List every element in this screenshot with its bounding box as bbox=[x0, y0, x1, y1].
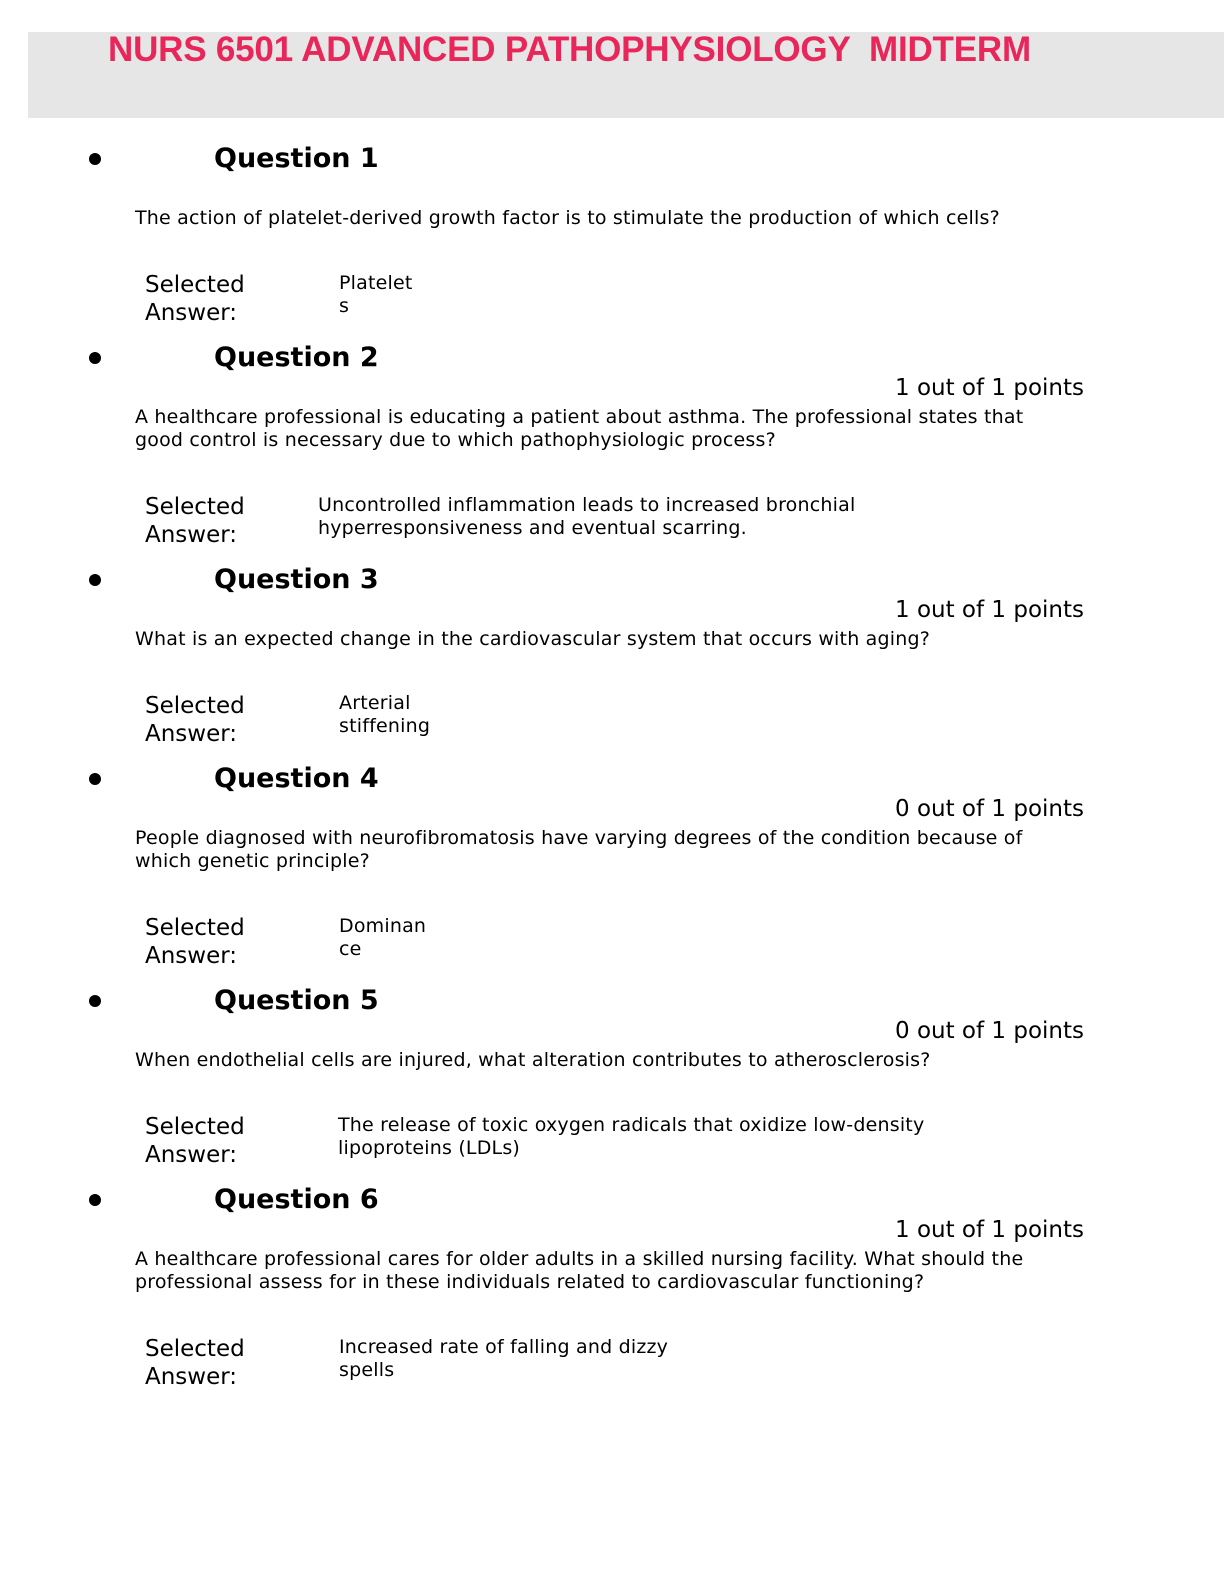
selected-answer-label: Selected Answer: bbox=[145, 1114, 245, 1168]
question-text: The action of platelet-derived growth factor is to stimulate the production of which cells? bbox=[135, 207, 1000, 229]
selected-answer: Platelets bbox=[339, 272, 413, 317]
question-heading: Question 2 bbox=[214, 342, 379, 373]
question-heading: Question 6 bbox=[214, 1184, 379, 1215]
selected-answer: The release of toxic oxygen radicals that oxidize low-density lipoproteins (LDLs) bbox=[338, 1114, 925, 1159]
selected-answer: Dominance bbox=[339, 915, 427, 960]
selected-answer-label: Selected Answer: bbox=[145, 494, 245, 548]
selected-answer-label: Selected Answer: bbox=[145, 272, 245, 326]
question-text: A healthcare professional cares for older adults in a skilled nursing facility. What should the professional assess for in these individuals related to cardiovascular functioning? bbox=[135, 1248, 1024, 1293]
bullet-icon bbox=[89, 773, 101, 785]
bullet-icon bbox=[89, 1194, 101, 1206]
question-text: People diagnosed with neurofibromatosis have varying degrees of the condition because of which genetic principle? bbox=[135, 827, 1023, 872]
points-score: 1 out of 1 points bbox=[895, 597, 1084, 623]
bullet-icon bbox=[89, 352, 101, 364]
bullet-icon bbox=[89, 574, 101, 586]
question-text: A healthcare professional is educating a patient about asthma. The professional states that good control is necessary due to which pathophysiologic process? bbox=[135, 406, 1024, 451]
points-score: 1 out of 1 points bbox=[895, 1217, 1084, 1243]
bullet-icon bbox=[89, 995, 101, 1007]
points-score: 0 out of 1 points bbox=[895, 1018, 1084, 1044]
selected-answer-label: Selected Answer: bbox=[145, 1336, 245, 1390]
selected-answer: Increased rate of falling and dizzy spells bbox=[339, 1336, 669, 1381]
bullet-icon bbox=[89, 153, 101, 165]
points-score: 0 out of 1 points bbox=[895, 796, 1084, 822]
question-heading: Question 3 bbox=[214, 564, 379, 595]
selected-answer-label: Selected Answer: bbox=[145, 915, 245, 969]
document-title: NURS 6501 ADVANCED PATHOPHYSIOLOGY MIDTERM bbox=[108, 30, 1031, 69]
question-heading: Question 4 bbox=[214, 763, 379, 794]
selected-answer-label: Selected Answer: bbox=[145, 693, 245, 747]
selected-answer: Arterial stiffening bbox=[339, 692, 431, 737]
question-heading: Question 1 bbox=[214, 143, 379, 174]
question-text: When endothelial cells are injured, what alteration contributes to atherosclerosis? bbox=[135, 1049, 931, 1071]
selected-answer: Uncontrolled inflammation leads to increased bronchial hyperresponsiveness and eventual scarring. bbox=[318, 494, 856, 539]
question-text: What is an expected change in the cardiovascular system that occurs with aging? bbox=[135, 628, 931, 650]
question-heading: Question 5 bbox=[214, 985, 379, 1016]
points-score: 1 out of 1 points bbox=[895, 375, 1084, 401]
